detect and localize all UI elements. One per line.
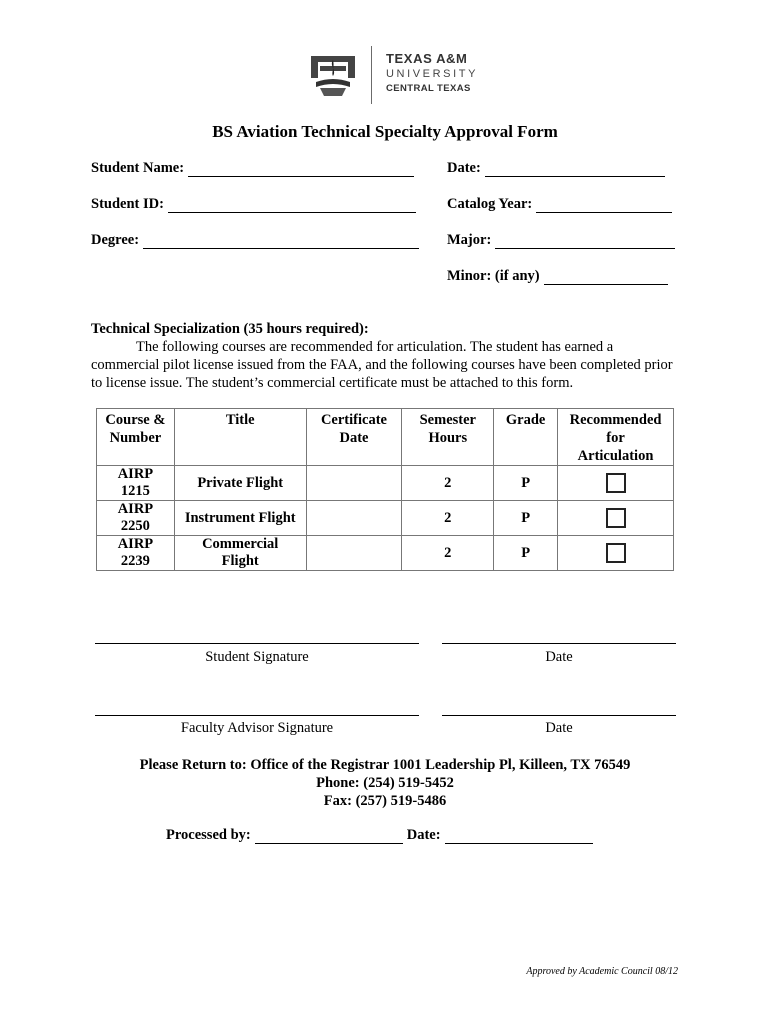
recommended-cell (558, 501, 674, 536)
minor-label: Minor: (if any) (447, 268, 540, 284)
student-name-field[interactable] (91, 160, 414, 177)
processed-by-line[interactable] (255, 829, 403, 844)
course-number: 1215 (120, 483, 150, 499)
section-paragraph: The following courses are recommended for articulation. The student has earned a commercial pilot license issued from the FAA, and the following courses have been completed prior to license issue. The student’s commercial certificate must be attached to this form. (91, 339, 673, 391)
student-signature-label: Student Signature (205, 649, 309, 665)
degree-label: Degree: (91, 232, 140, 248)
course-title-line1: Commercial (202, 536, 279, 552)
col-title: Title (174, 409, 306, 466)
semester-hours-cell: 2 (402, 536, 494, 571)
return-info (0, 756, 770, 810)
courses-table (96, 408, 674, 571)
processed-date-line[interactable] (445, 829, 593, 844)
grade-cell: P (494, 466, 558, 501)
grade-cell: P (494, 536, 558, 571)
course-number-cell (97, 466, 175, 501)
recommended-checkbox[interactable] (606, 473, 626, 493)
student-signature-line[interactable] (95, 643, 419, 644)
col-semester-hours (402, 409, 494, 466)
col-rec-line3: Articulation (577, 448, 654, 464)
certificate-date-cell[interactable] (306, 466, 402, 501)
semester-hours-cell: 2 (402, 501, 494, 536)
processed-by-field[interactable] (166, 827, 597, 844)
form-title: BS Aviation Technical Specialty Approval Form (212, 122, 558, 141)
major-field[interactable] (447, 232, 675, 249)
student-id-field[interactable] (91, 196, 416, 213)
course-number: 2239 (120, 553, 150, 569)
advisor-date-line[interactable] (442, 715, 676, 716)
logo-line-university: UNIVERSITY (386, 68, 479, 80)
col-recommended (558, 409, 674, 466)
semester-hours-cell: 2 (402, 466, 494, 501)
technical-specialization-section (91, 320, 681, 392)
certificate-date-cell[interactable] (306, 501, 402, 536)
recommended-cell (558, 536, 674, 571)
degree-field[interactable] (91, 232, 419, 249)
logo-line-central-texas: CENTRAL TEXAS (386, 83, 471, 94)
advisor-signature-line[interactable] (95, 715, 419, 716)
return-phone: Phone: (254) 519-5452 (316, 775, 454, 791)
return-fax: Fax: (257) 519-5486 (323, 793, 447, 809)
table-header-row (97, 409, 674, 466)
recommended-checkbox[interactable] (606, 508, 626, 528)
university-seal-icon (310, 52, 356, 98)
logo-text (386, 52, 478, 94)
date-line[interactable] (485, 162, 665, 177)
degree-line[interactable] (143, 234, 419, 249)
col-course-line1: Course & (105, 412, 166, 428)
col-course-line2: Number (109, 430, 162, 446)
course-number-cell (97, 536, 175, 571)
col-cert-line2: Date (339, 430, 369, 446)
student-name-line[interactable] (188, 162, 414, 177)
section-heading: Technical Specialization (35 hours required): (91, 321, 369, 337)
col-grade: Grade (494, 409, 558, 466)
advisor-date-label: Date (545, 720, 573, 736)
processed-date-label: Date: (406, 827, 441, 843)
course-number-cell (97, 501, 175, 536)
col-cert-line1: Certificate (320, 412, 387, 428)
course-prefix: AIRP (117, 466, 154, 482)
catalog-year-line[interactable] (536, 198, 672, 213)
grade-cell: P (494, 501, 558, 536)
major-line[interactable] (495, 234, 675, 249)
approval-footer: Approved by Academic Council 08/12 (526, 966, 678, 977)
col-rec-line2: for (606, 430, 625, 446)
col-course-number (97, 409, 175, 466)
course-number: 2250 (120, 518, 150, 534)
col-hours-line2: Hours (428, 430, 468, 446)
student-name-label: Student Name: (91, 160, 185, 176)
date-label: Date: (447, 160, 481, 176)
date-field[interactable] (447, 160, 665, 177)
student-id-label: Student ID: (91, 196, 164, 212)
logo-divider (371, 46, 372, 104)
table-row (97, 466, 674, 501)
major-label: Major: (447, 232, 492, 248)
certificate-date-cell[interactable] (306, 536, 402, 571)
course-title-line2: Flight (221, 553, 259, 569)
minor-field[interactable] (447, 268, 668, 285)
student-date-label: Date (545, 649, 573, 665)
course-title-cell: Private Flight (174, 466, 306, 501)
course-title-cell (174, 536, 306, 571)
catalog-year-field[interactable] (447, 196, 672, 213)
course-prefix: AIRP (117, 501, 154, 517)
col-certificate-date (306, 409, 402, 466)
col-rec-line1: Recommended (569, 412, 662, 428)
logo-line-texas-am: TEXAS A&M (386, 51, 468, 66)
table-row (97, 536, 674, 571)
return-address: Please Return to: Office of the Registrar 1001 Leadership Pl, Killeen, TX 76549 (139, 757, 631, 773)
university-logo (310, 46, 480, 104)
recommended-checkbox[interactable] (606, 543, 626, 563)
student-id-line[interactable] (168, 198, 416, 213)
student-date-line[interactable] (442, 643, 676, 644)
table-row (97, 501, 674, 536)
minor-line[interactable] (544, 270, 668, 285)
col-hours-line1: Semester (419, 412, 476, 428)
advisor-signature-label: Faculty Advisor Signature (180, 720, 334, 736)
course-prefix: AIRP (117, 536, 154, 552)
processed-by-label: Processed by: (166, 827, 251, 843)
recommended-cell (558, 466, 674, 501)
catalog-year-label: Catalog Year: (447, 196, 533, 212)
course-title-cell: Instrument Flight (174, 501, 306, 536)
